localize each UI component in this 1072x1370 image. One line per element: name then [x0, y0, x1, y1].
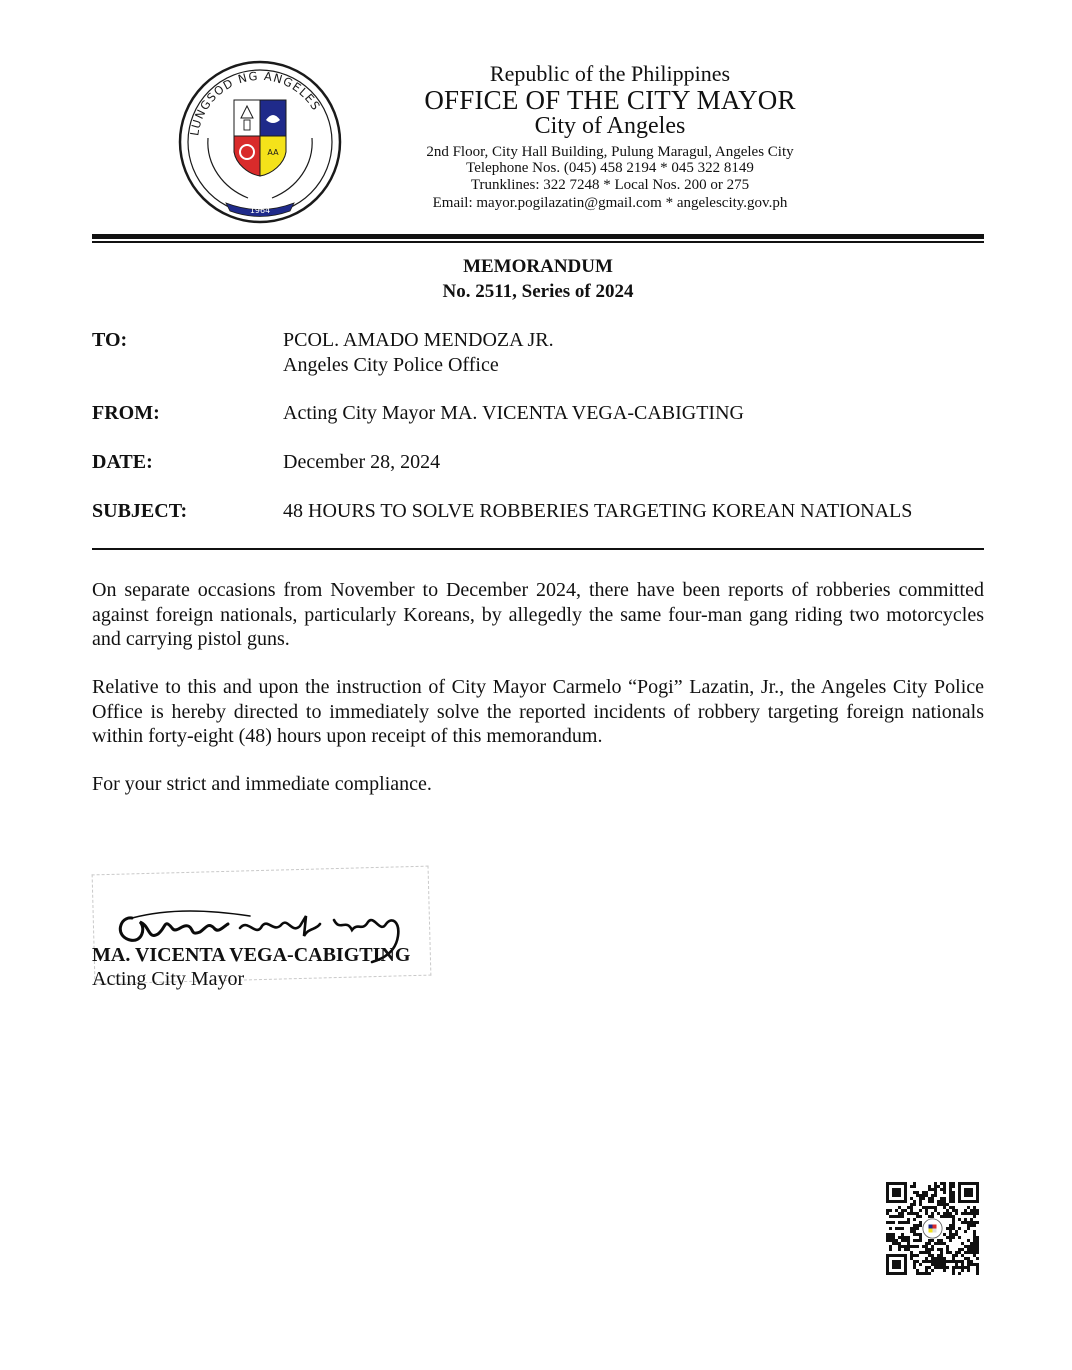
- svg-text:AA: AA: [267, 148, 279, 157]
- signatory-name: MA. VICENTA VEGA-CABIGTING: [92, 944, 411, 966]
- letterhead-city: City of Angeles: [534, 113, 686, 139]
- memo-number: No. 2511, Series of 2024: [442, 281, 634, 302]
- signatory-title: Acting City Mayor: [92, 968, 245, 990]
- letterhead-telephone: Telephone Nos. (045) 458 2194 * 045 322 8149: [466, 160, 754, 176]
- body-paragraph-3: For your strict and immediate compliance.: [92, 773, 432, 795]
- header-divider-thin: [92, 241, 984, 243]
- from-label: FROM:: [92, 402, 160, 424]
- letterhead-office: OFFICE OF THE CITY MAYOR: [424, 85, 796, 115]
- date-value: December 28, 2024: [283, 451, 441, 473]
- letterhead-trunklines: Trunklines: 322 7248 * Local Nos. 200 or 275: [470, 177, 750, 193]
- svg-text:LUNGSOD NG ANGELES: LUNGSOD NG ANGELES: [187, 68, 324, 137]
- subject-label: SUBJECT:: [92, 500, 188, 522]
- svg-text:1964: 1964: [249, 206, 271, 215]
- memo-title: MEMORANDUM: [463, 256, 613, 277]
- body-paragraph-2: Relative to this and upon the instruction of City Mayor Carmelo “Pogi” Lazatin, Jr., the Angeles City Police Office is hereby directed to immediately solve the reported incidents of robbery targeting foreign nationals within forty-eight (48) hours upon receipt of this memorandum.: [92, 676, 984, 747]
- letterhead-email: Email: mayor.pogilazatin@gmail.com * angelescity.gov.ph: [432, 195, 788, 211]
- qr-code: [886, 1182, 979, 1275]
- to-name: PCOL. AMADO MENDOZA JR.: [283, 329, 554, 351]
- subject-value: 48 HOURS TO SOLVE ROBBERIES TARGETING KOREAN NATIONALS: [283, 500, 913, 522]
- date-label: DATE:: [92, 451, 153, 473]
- letterhead-address: 2nd Floor, City Hall Building, Pulung Maragul, Angeles City: [426, 144, 794, 160]
- from-value: Acting City Mayor MA. VICENTA VEGA-CABIGTING: [283, 402, 744, 424]
- body-paragraph-1: On separate occasions from November to December 2024, there have been reports of robberies committed against foreign nationals, particularly Koreans, by allegedly the same four-man gang riding two motorcycles and carrying pistol guns.: [92, 579, 984, 650]
- letterhead-republic: Republic of the Philippines: [489, 61, 731, 86]
- to-office: Angeles City Police Office: [283, 354, 499, 376]
- city-seal-logo: [178, 60, 342, 224]
- to-label: TO:: [92, 329, 128, 351]
- header-divider-thick: [92, 234, 984, 239]
- body-divider: [92, 548, 984, 550]
